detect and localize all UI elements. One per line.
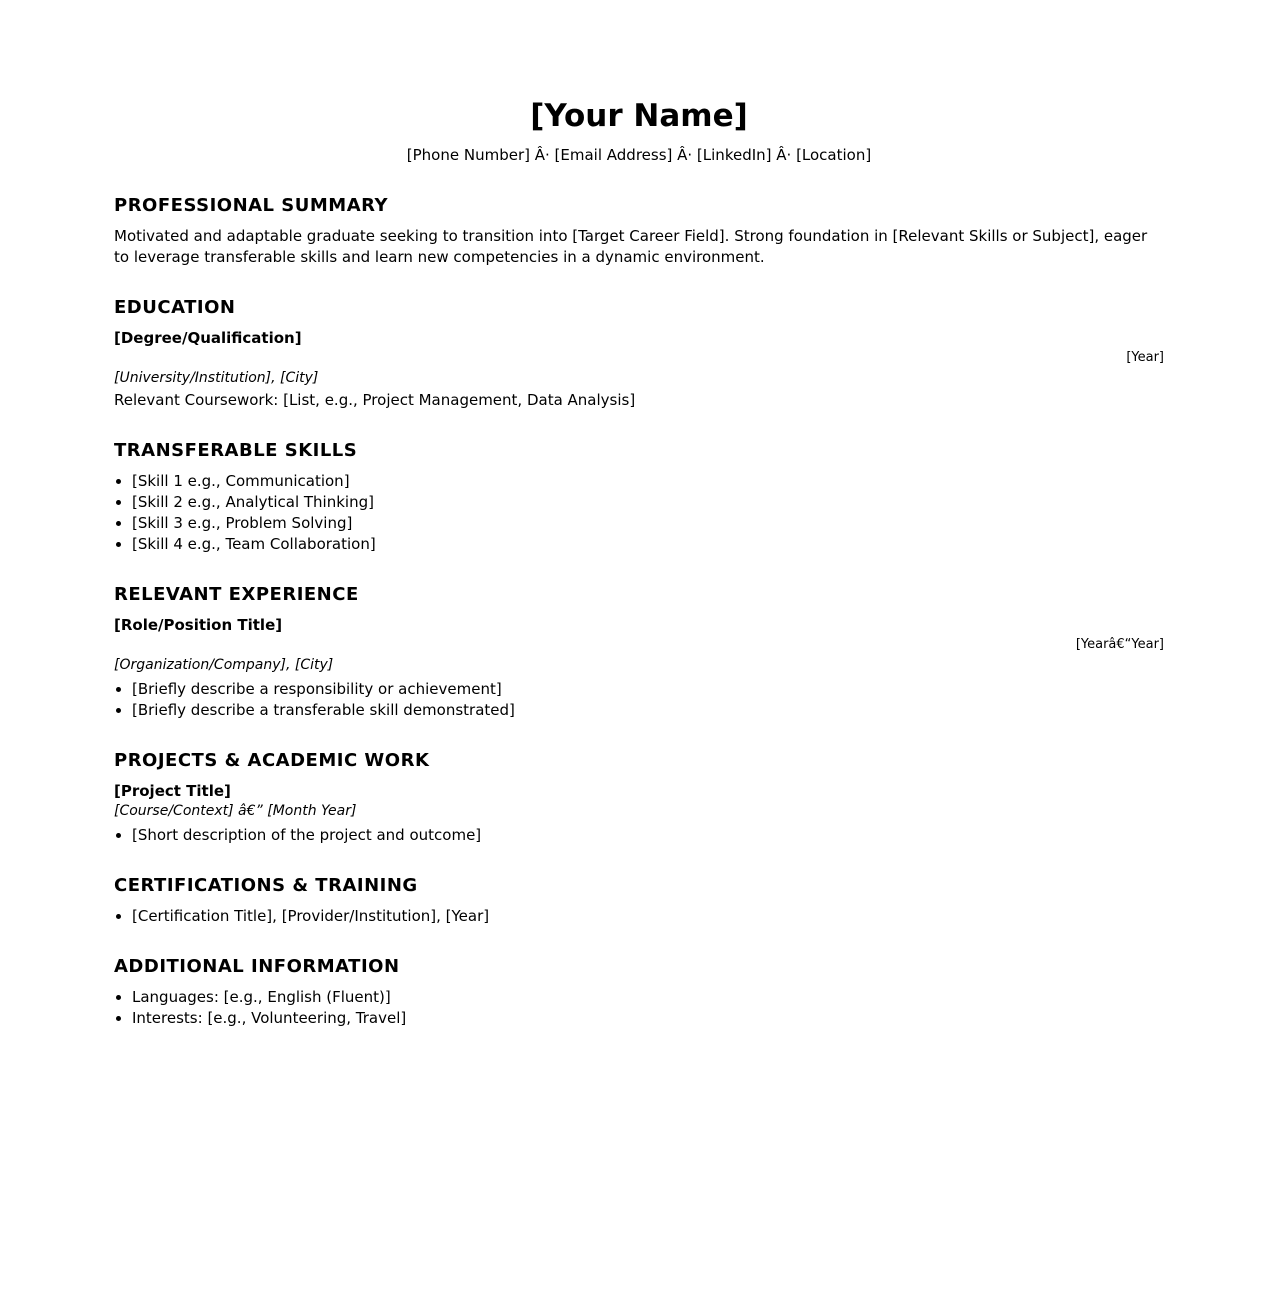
section-additional-information (114, 956, 1164, 1029)
contact-line: [Phone Number] Â· [Email Address] Â· [LinkedIn] Â· [Location] (406, 146, 872, 164)
section-title: TRANSFERABLE SKILLS (114, 440, 358, 461)
list-item: • [Briefly describe a transferable skill demonstrated] (132, 700, 1164, 721)
section-title: EDUCATION (114, 297, 236, 318)
list-item: • [Skill 2 e.g., Analytical Thinking] (132, 492, 1164, 513)
section-certifications (114, 875, 1164, 927)
experience-dates: [Yearâ€“Year] (1075, 637, 1164, 652)
degree-title: [Degree/Qualification] (114, 329, 302, 347)
section-projects (114, 750, 1164, 846)
section-professional-summary (114, 195, 1164, 268)
section-transferable-skills (114, 440, 1164, 555)
institution: [University/Institution], [City] (114, 370, 319, 386)
education-year: [Year] (1126, 350, 1164, 365)
project-title: [Project Title] (114, 782, 231, 800)
list-item: • [Skill 1 e.g., Communication] (132, 471, 1164, 492)
section-title: CERTIFICATIONS & TRAINING (114, 875, 418, 896)
certifications-list (114, 906, 1164, 927)
skills-list (114, 471, 1164, 555)
additional-list (114, 987, 1164, 1029)
project-context: [Course/Context] â€” [Month Year] (114, 803, 357, 819)
section-education (114, 297, 1164, 411)
section-title: ADDITIONAL INFORMATION (114, 956, 400, 977)
resume-name: [Your Name] (530, 98, 748, 134)
list-item: • Languages: [e.g., English (Fluent)] (132, 987, 1164, 1008)
projects-list (114, 825, 1164, 846)
section-title: RELEVANT EXPERIENCE (114, 584, 359, 605)
section-title: PROJECTS & ACADEMIC WORK (114, 750, 430, 771)
list-item: • [Short description of the project and outcome] (132, 825, 1164, 846)
list-item: • [Certification Title], [Provider/Institution], [Year] (132, 906, 1164, 927)
role-title: [Role/Position Title] (114, 616, 283, 634)
coursework: Relevant Coursework: [List, e.g., Project Management, Data Analysis] (114, 391, 636, 409)
section-title: PROFESSIONAL SUMMARY (114, 195, 389, 216)
list-item: • [Briefly describe a responsibility or achievement] (132, 679, 1164, 700)
experience-list (114, 679, 1164, 721)
organization: [Organization/Company], [City] (114, 657, 334, 673)
list-item: • [Skill 3 e.g., Problem Solving] (132, 513, 1164, 534)
summary-text: Motivated and adaptable graduate seeking to transition into [Target Career Field]. Strong foundation in [Relevant Skills or Subject], eager to leverage transferable skills and learn new competencies in a dynamic environment. (114, 227, 1148, 266)
list-item: • Interests: [e.g., Volunteering, Travel] (132, 1008, 1164, 1029)
list-item: • [Skill 4 e.g., Team Collaboration] (132, 534, 1164, 555)
section-relevant-experience (114, 584, 1164, 721)
